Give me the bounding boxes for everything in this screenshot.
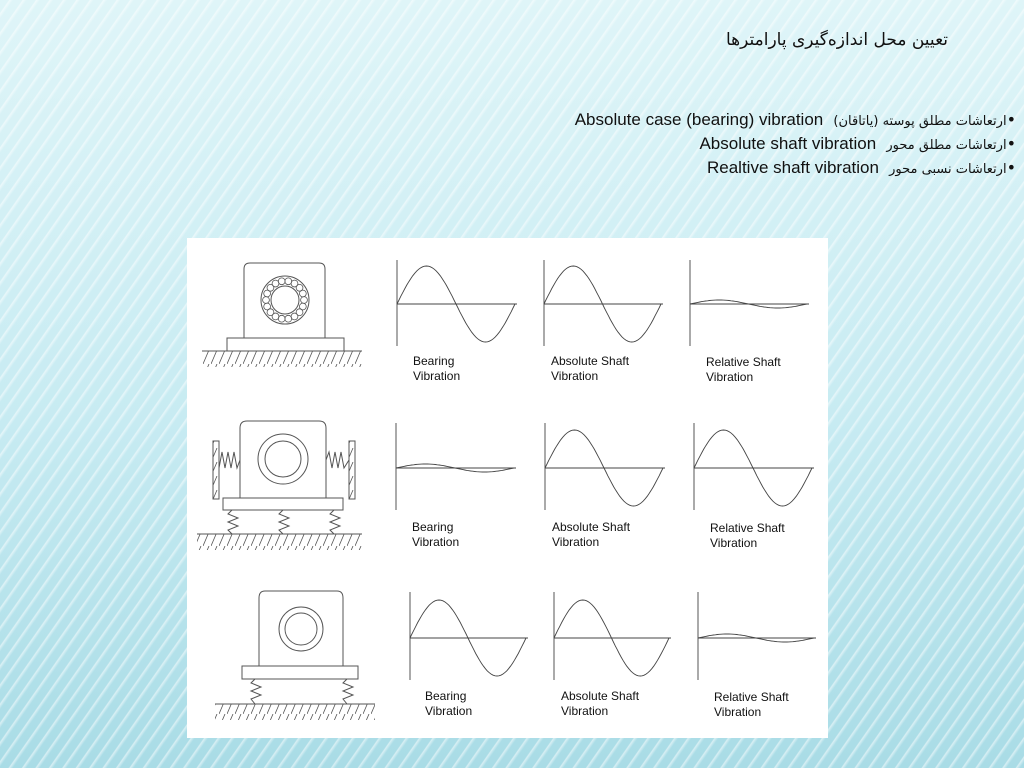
ball-bearing-ring <box>263 278 308 322</box>
bearing-ball <box>272 280 279 287</box>
bullet-text-fa: ارتعاشات مطلق محور <box>886 138 1007 153</box>
waveform-axes <box>698 592 816 680</box>
bearing-vibration-label: Bearing Vibration <box>425 689 473 718</box>
relative-shaft-vibration-label: Relative Shaft Vibration <box>714 690 789 719</box>
bullet-item <box>376 132 1016 156</box>
slide-title: تعیین محل اندازه‌گیری پارامترها <box>725 30 948 50</box>
bearing-ball <box>264 303 271 310</box>
bullet-item <box>376 156 1016 180</box>
waveform-axes <box>690 260 809 346</box>
bearing-ball <box>301 297 308 304</box>
waveforms <box>396 260 816 680</box>
relative-shaft-vibration-label: Relative Shaft Vibration <box>706 355 781 384</box>
bearing-ball <box>285 315 292 322</box>
spring-mounted-bearing-housing <box>215 591 375 720</box>
bullet-marker: • <box>1006 110 1016 129</box>
bullet-text-en: Realtive shaft vibration <box>706 158 879 177</box>
bearing-ball <box>278 315 285 322</box>
spring-mounted-bearing-housing <box>197 421 362 550</box>
bullet-text-fa: ارتعاشات نسبی محور <box>889 162 1007 177</box>
bullet-item <box>376 108 1016 132</box>
bullet-marker: • <box>1006 134 1016 153</box>
waveform-axes <box>396 423 516 510</box>
vibration-diagram <box>187 238 828 738</box>
absolute-shaft-vibration-label: Absolute Shaft Vibration <box>561 689 640 718</box>
bearing-ball <box>263 297 270 304</box>
bearing-ball <box>299 290 306 297</box>
bearing-ball <box>285 278 292 285</box>
bullet-text-en: Absolute case (bearing) vibration <box>574 110 824 129</box>
bullet-list <box>376 108 1016 180</box>
relative-shaft-vibration-label: Relative Shaft Vibration <box>710 521 785 550</box>
bullet-marker: • <box>1006 158 1016 177</box>
bullet-text-en: Absolute shaft vibration <box>699 134 877 153</box>
bearing-vibration-label: Bearing Vibration <box>413 354 461 383</box>
absolute-shaft-vibration-label: Absolute Shaft Vibration <box>551 354 630 383</box>
absolute-shaft-vibration-label: Absolute Shaft Vibration <box>552 520 631 549</box>
bullet-text-fa: ارتعاشات مطلق پوسته (یاتاقان) <box>833 114 1007 129</box>
bearing-ball <box>291 313 298 320</box>
diagram-canvas <box>187 238 828 738</box>
bearing-ball <box>278 278 285 285</box>
bearing-vibration-label: Bearing Vibration <box>412 520 460 549</box>
